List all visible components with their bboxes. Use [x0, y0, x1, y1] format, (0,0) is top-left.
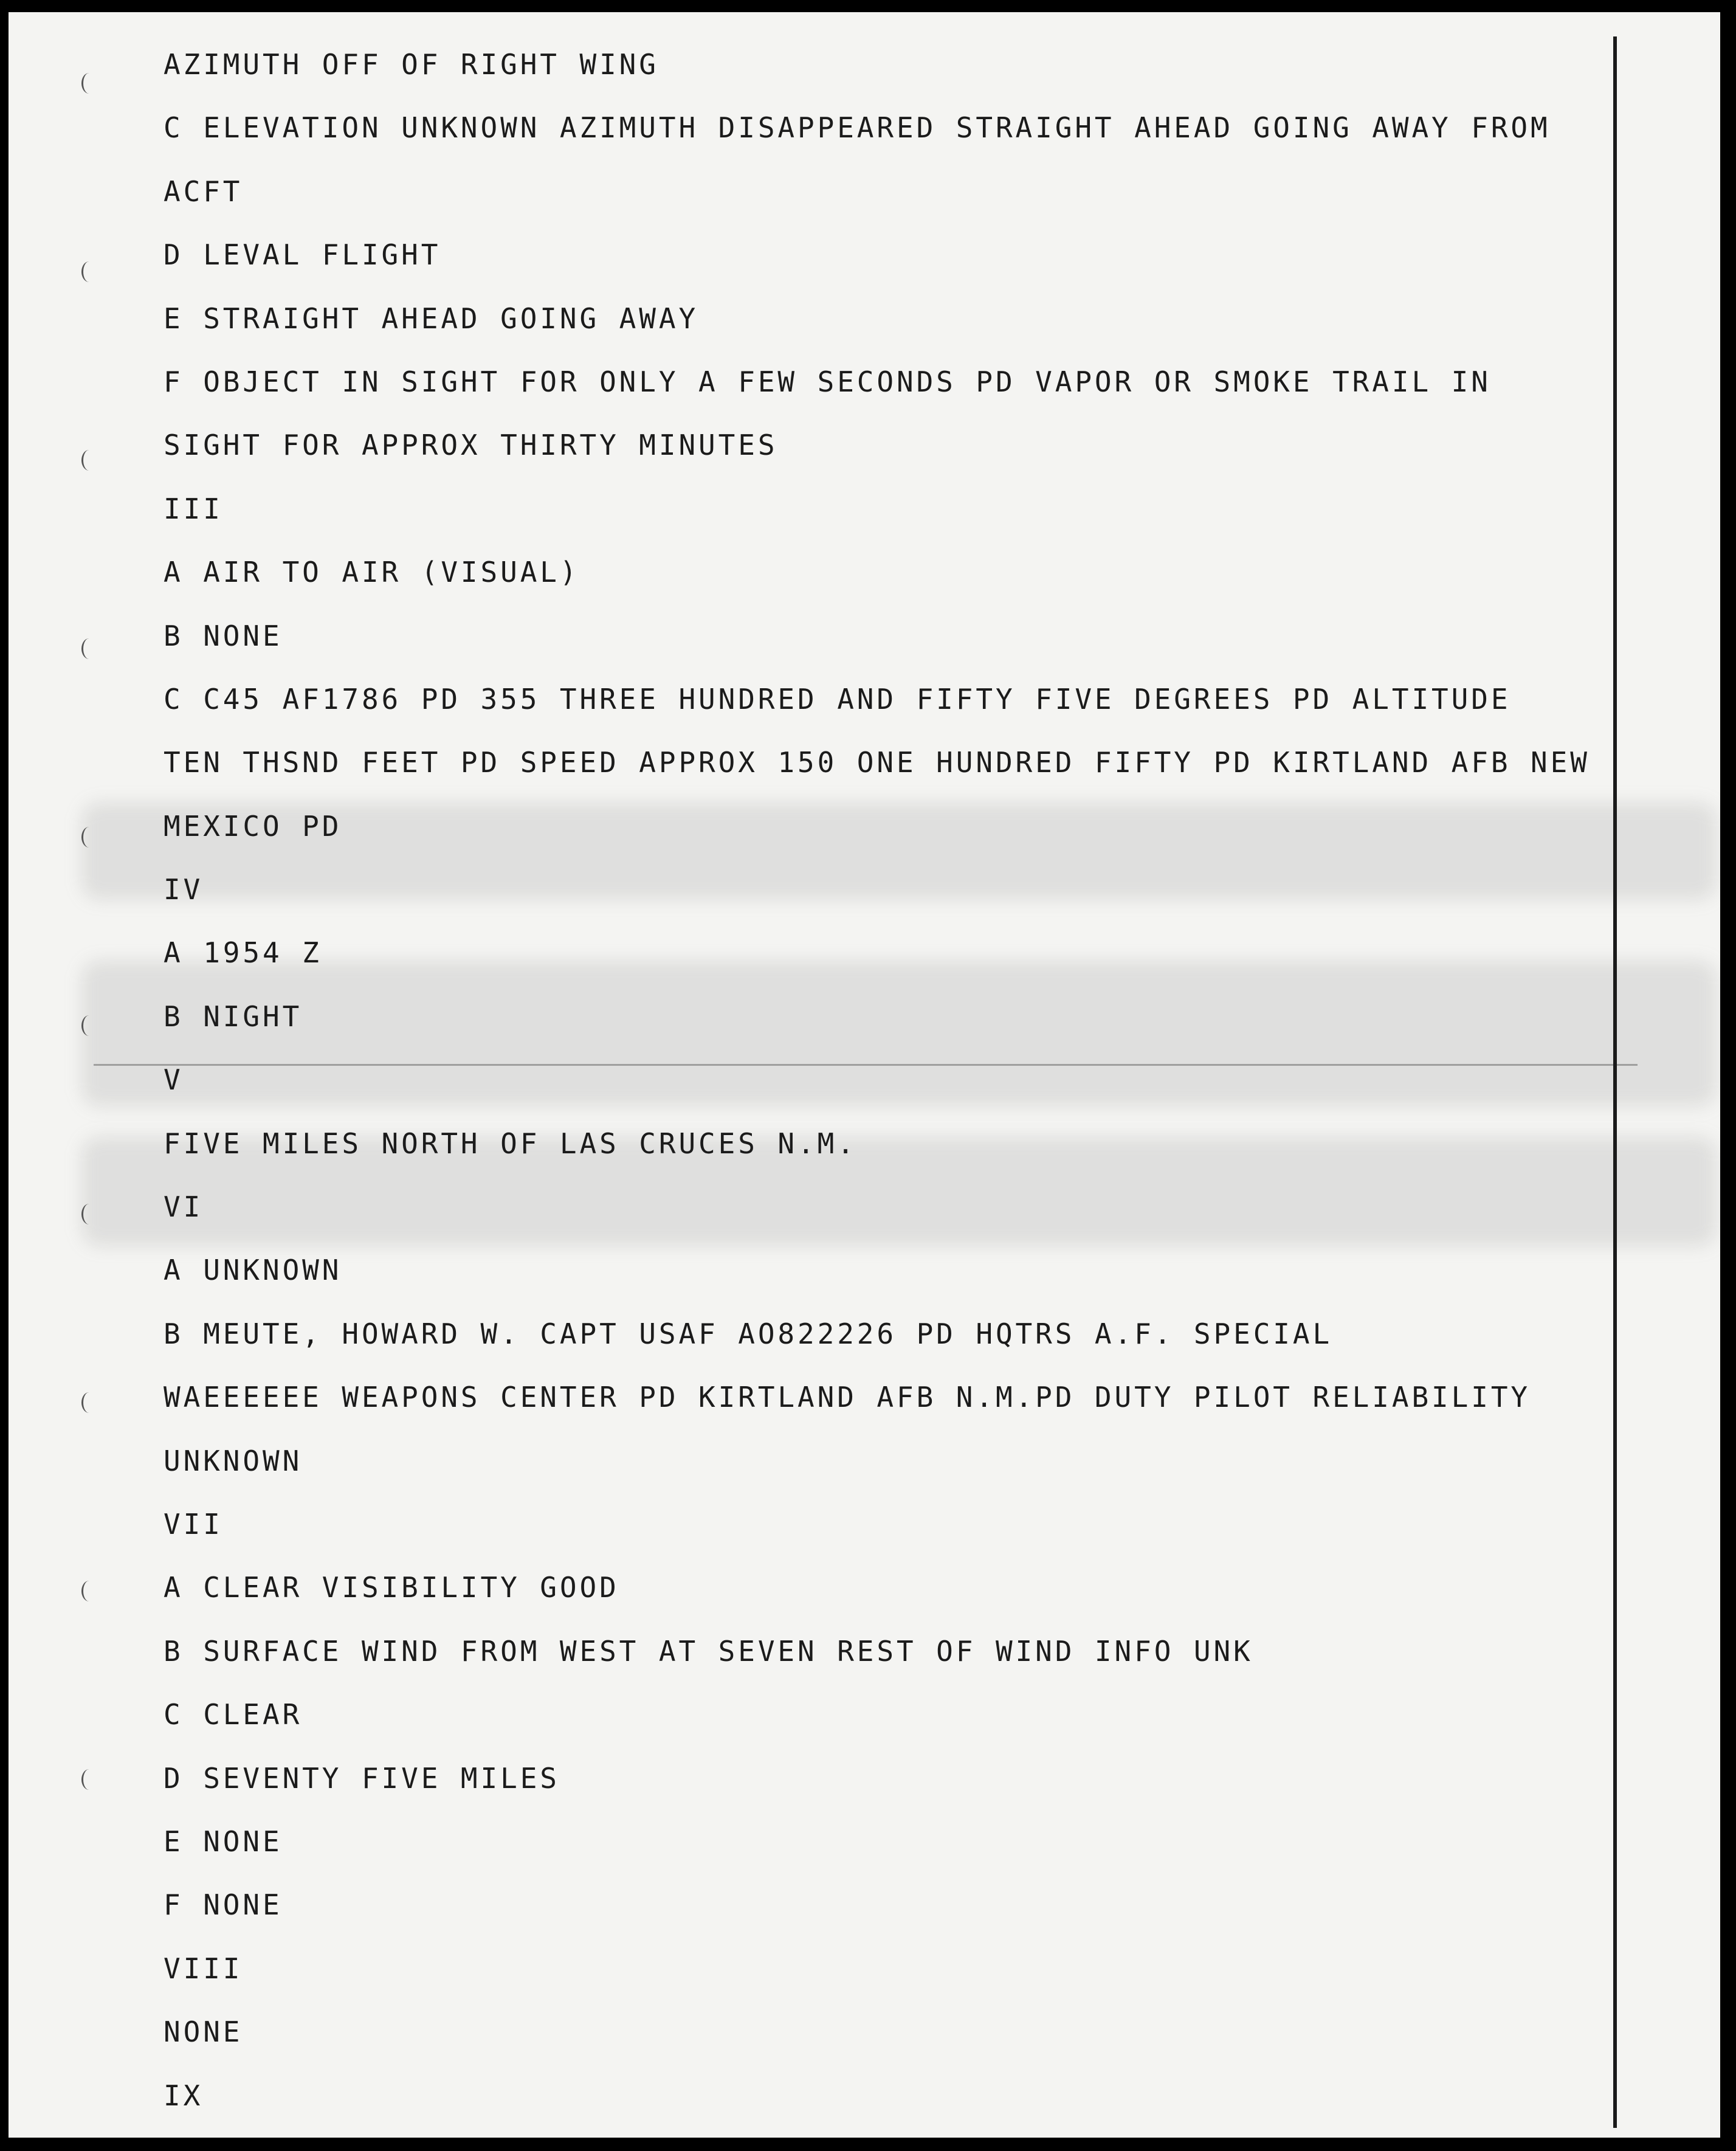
text-line: B MEUTE, HOWARD W. CAPT USAF AO822226 PD HQTRS A.F. SPECIAL: [164, 1317, 1333, 1350]
text-line: FIVE MILES NORTH OF LAS CRUCES N.M.: [164, 1127, 857, 1160]
text-line: C ELEVATION UNKNOWN AZIMUTH DISAPPEARED STRAIGHT AHEAD GOING AWAY FROM: [164, 111, 1551, 145]
text-line: VI: [164, 1190, 204, 1224]
text-line: B NIGHT: [164, 1000, 303, 1033]
teletype-text: [164, 33, 1590, 2127]
text-line: C C45 AF1786 PD 355 THREE HUNDRED AND FIFTY FIVE DEGREES PD ALTITUDE: [164, 682, 1511, 716]
binder-hole: [81, 1581, 97, 1601]
binder-hole: [81, 450, 97, 471]
text-line: VIII: [164, 1952, 243, 1985]
text-line: IV: [164, 873, 204, 906]
binder-hole: [81, 827, 97, 848]
text-line: A CLEAR VISIBILITY GOOD: [164, 1571, 619, 1604]
text-line: E NONE: [164, 1825, 283, 1858]
binder-hole: [81, 1015, 97, 1036]
text-line: F NONE: [164, 1888, 283, 1922]
binder-hole: [81, 638, 97, 659]
text-line: IX: [164, 2079, 204, 2112]
document-page: [9, 12, 1720, 2138]
text-line: NONE: [164, 2015, 243, 2049]
text-line: D LEVAL FLIGHT: [164, 238, 441, 272]
margin-rule: [1613, 36, 1617, 2128]
text-line: C CLEAR: [164, 1698, 303, 1732]
text-line: MEXICO PD: [164, 809, 342, 843]
text-line: D SEVENTY FIVE MILES: [164, 1761, 560, 1795]
binder-hole: [81, 1769, 97, 1790]
text-line: V: [164, 1063, 184, 1097]
text-line: TEN THSND FEET PD SPEED APPROX 150 ONE HUNDRED FIFTY PD KIRTLAND AFB NEW: [164, 746, 1590, 779]
text-line: B NONE: [164, 619, 283, 652]
text-line: AZIMUTH OFF OF RIGHT WING: [164, 48, 659, 81]
binder-hole: [81, 1392, 97, 1413]
text-line: F OBJECT IN SIGHT FOR ONLY A FEW SECONDS PD VAPOR OR SMOKE TRAIL IN: [164, 365, 1491, 398]
text-line: UNKNOWN: [164, 1444, 303, 1477]
text-line: ACFT: [164, 174, 243, 208]
binder-hole: [81, 73, 97, 94]
text-line: III: [164, 492, 223, 525]
binder-hole: [81, 1204, 97, 1224]
text-line: B SURFACE WIND FROM WEST AT SEVEN REST OF WIND INFO UNK: [164, 1634, 1253, 1668]
text-line: A UNKNOWN: [164, 1254, 342, 1287]
text-line: WAEEEEEE WEAPONS CENTER PD KIRTLAND AFB N.M.PD DUTY PILOT RELIABILITY: [164, 1381, 1531, 1414]
text-line: SIGHT FOR APPROX THIRTY MINUTES: [164, 429, 778, 462]
text-line: A AIR TO AIR (VISUAL): [164, 556, 580, 589]
text-line: E STRAIGHT AHEAD GOING AWAY: [164, 302, 699, 335]
binder-hole: [81, 261, 97, 282]
binder-holes: [81, 49, 106, 1873]
text-line: VII: [164, 1507, 223, 1541]
text-line: A 1954 Z: [164, 936, 322, 970]
